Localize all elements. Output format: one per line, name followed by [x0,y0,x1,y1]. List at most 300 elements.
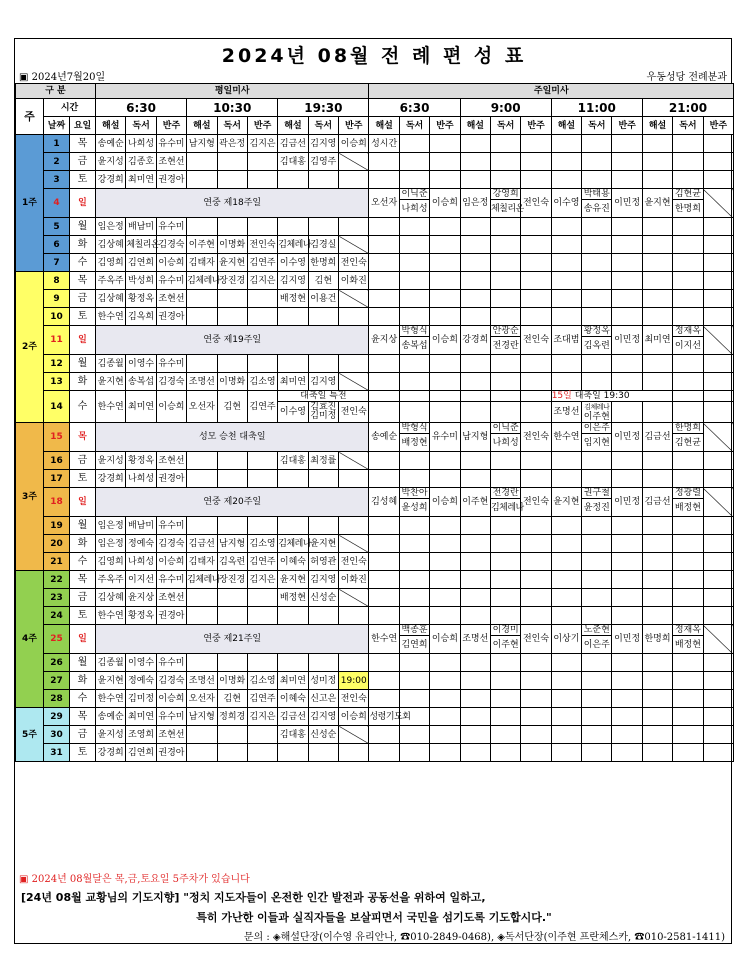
header-role: 해설 [96,117,126,135]
empty-cell [521,373,551,391]
name-cell: 송예순 [96,135,126,153]
empty-cell [460,726,490,744]
empty-cell [430,254,460,272]
name-cell: 최미연 [126,708,156,726]
empty-cell [460,672,490,690]
sunday-name: 남지형 [460,423,490,452]
header-day: 요일 [70,117,96,135]
empty-cell [521,171,551,189]
empty-cell [278,517,308,535]
sunday-name: 윤지현 [642,189,672,218]
empty-cell [521,355,551,373]
name-cell: 권경아 [156,171,186,189]
name-cell: 김효진 [310,402,337,412]
empty-cell [460,654,490,672]
empty-cell [490,272,520,290]
empty-cell [551,553,581,571]
name-cell: 이지선 [126,571,156,589]
empty-cell [703,236,734,254]
empty-cell [369,654,399,672]
empty-cell [703,654,734,672]
name-cell: 황정옥 [126,607,156,625]
sunday-name: 윤성희 [399,499,429,517]
empty-cell [521,589,551,607]
sunday-name: 김현균 [673,189,703,200]
empty-cell [490,589,520,607]
empty-cell [642,726,672,744]
name-cell: 이수영 [278,402,308,423]
empty-cell [673,355,703,373]
name-cell: 송복섭 [126,373,156,391]
name-cell: 김경숙 [156,373,186,391]
sunday-name: 한명희 [673,423,703,434]
day-cell: 금 [70,290,96,308]
name-cell: 김종호 [126,153,156,171]
name-cell: 배정현 [278,290,308,308]
empty-slash [703,423,734,452]
empty-cell [247,218,277,236]
page-title: 2024년 08월 전 례 편 성 표 [221,45,527,67]
sunday-name: 배정현 [399,434,429,452]
date-cell: 16 [44,452,70,470]
name-cell: 한수연 [96,308,126,326]
name-cell [582,402,612,423]
empty-cell [703,272,734,290]
header-role: 해설 [187,117,217,135]
sunday-title: 연중 제19주일 [96,326,369,355]
header-role: 반주 [339,117,369,135]
name-cell: 장진경 [217,571,247,589]
empty-cell [703,726,734,744]
empty-cell [460,607,490,625]
empty-cell [460,517,490,535]
empty-cell [278,171,308,189]
empty-cell [369,517,399,535]
empty-cell [187,726,217,744]
empty-cell [582,236,612,254]
name-cell: 허영관 [308,553,338,571]
empty-cell [582,553,612,571]
name-cell: 김종월 [96,355,126,373]
empty-cell [490,672,520,690]
name-cell: 김체레나 [278,236,308,254]
empty-cell [308,654,338,672]
empty-cell [430,272,460,290]
empty-cell [187,171,217,189]
empty-cell [582,690,612,708]
header-time-weekday: 6:30 [96,99,187,117]
empty-cell [217,171,247,189]
empty-cell [521,690,551,708]
header-role: 반주 [247,117,277,135]
empty-cell [247,744,277,762]
sunday-name: 이민정 [612,423,642,452]
empty-cell [703,589,734,607]
empty-cell [430,308,460,326]
empty-slash [339,726,369,744]
date-cell: 3 [44,171,70,189]
name-cell: 성미정 [308,672,338,690]
name-cell: 이화진 [339,571,369,589]
name-cell: 이영수 [126,355,156,373]
name-cell: 조영희 [126,726,156,744]
name-cell: 김지영 [308,708,338,726]
empty-cell [673,135,703,153]
empty-cell [399,553,429,571]
sunday-name: 정재옥 [673,326,703,337]
empty-cell [582,726,612,744]
day-cell: 수 [70,553,96,571]
empty-cell [642,355,672,373]
empty-cell [217,452,247,470]
empty-cell [703,744,734,762]
name-cell: 성시간 [369,135,399,153]
sunday-name: 임지현 [582,434,612,452]
date-cell: 2 [44,153,70,171]
name-cell: 유수미 [156,218,186,236]
empty-cell [278,218,308,236]
date-cell: 15 [44,423,70,452]
empty-cell [460,571,490,589]
day-cell: 토 [70,744,96,762]
day-cell: 목 [70,272,96,290]
empty-cell [521,708,551,726]
sunday-name: 이민정 [612,488,642,517]
empty-cell [430,690,460,708]
empty-cell [551,571,581,589]
name-cell: 김지은 [247,272,277,290]
empty-cell [430,135,460,153]
empty-cell [460,402,490,423]
name-cell: 정예숙 [126,535,156,553]
sunday-name: 이지선 [673,337,703,355]
empty-cell [247,589,277,607]
name-cell: 전인숙 [339,402,369,423]
header-time-sunday: 6:30 [369,99,460,117]
empty-cell [673,254,703,272]
sunday-name: 이승희 [430,488,460,517]
sunday-name: 이은주 [582,636,612,654]
empty-cell [703,391,734,402]
empty-cell [490,726,520,744]
sunday-name: 나희성 [399,200,429,218]
empty-cell [187,218,217,236]
empty-cell [460,308,490,326]
day-cell: 토 [70,308,96,326]
name-cell: 최미연 [278,373,308,391]
empty-cell [217,744,247,762]
name-cell: 김지은 [247,135,277,153]
name-cell: 전인숙 [339,690,369,708]
empty-cell [642,553,672,571]
empty-cell [673,391,703,402]
empty-cell [703,452,734,470]
sunday-name: 박형식 [399,326,429,337]
name-cell: 김대홍 [278,452,308,470]
empty-cell [551,672,581,690]
name-cell: 윤지성 [96,726,126,744]
empty-cell [460,391,490,402]
empty-cell [703,517,734,535]
empty-cell [612,402,642,423]
name-cell: 체칠리온 [126,236,156,254]
name-cell: 김소영 [247,672,277,690]
name-cell: 김상혜 [96,589,126,607]
empty-cell [582,171,612,189]
name-cell: 강경희 [96,744,126,762]
name-cell: 배남미 [126,517,156,535]
header-time: 시간 [44,99,96,117]
empty-cell [551,690,581,708]
empty-cell [460,589,490,607]
empty-cell [490,744,520,762]
name-cell: 이영수 [126,654,156,672]
empty-cell [612,290,642,308]
empty-cell [673,571,703,589]
empty-cell [703,290,734,308]
empty-cell [673,402,703,423]
empty-cell [521,654,551,672]
sunday-name: 강경희 [460,326,490,355]
empty-cell [521,517,551,535]
sunday-name: 박형식 [399,423,429,434]
empty-cell [612,654,642,672]
empty-cell [430,391,460,402]
empty-cell [582,535,612,553]
header-role: 반주 [703,117,734,135]
sunday-name: 임은정 [460,189,490,218]
empty-cell [673,373,703,391]
sunday-name: 오선자 [369,189,399,218]
empty-cell [673,308,703,326]
empty-cell [430,553,460,571]
name-cell: 신성순 [308,589,338,607]
empty-cell [399,135,429,153]
empty-cell [703,308,734,326]
name-cell: 남지형 [217,535,247,553]
empty-cell [369,218,399,236]
name-cell: 조명선 [187,373,217,391]
empty-cell [582,135,612,153]
empty-cell [582,452,612,470]
empty-cell [460,254,490,272]
empty-cell [521,135,551,153]
day-cell: 화 [70,672,96,690]
empty-cell [247,153,277,171]
day-cell: 금 [70,153,96,171]
empty-cell [673,171,703,189]
day-cell: 수 [70,254,96,272]
sunday-title: 연중 제20주일 [96,488,369,517]
name-cell: 김지영 [308,373,338,391]
name-cell: 김현 [217,391,247,423]
sunday-name: 윤정진 [582,499,612,517]
name-cell: 유수미 [156,708,186,726]
empty-cell [490,236,520,254]
sunday-name: 이승희 [430,189,460,218]
empty-cell [430,672,460,690]
prayer-intention-line1: [24년 08월 교황님의 기도지향] "정치 지도자들이 온전한 인간 발전과 공동선을 위하여 일하고, [21,891,486,904]
empty-cell [612,171,642,189]
empty-cell [308,355,338,373]
empty-cell [490,470,520,488]
name-cell: 유수미 [156,571,186,589]
empty-cell [551,744,581,762]
sunday-name: 이경미 [490,625,520,636]
name-cell: 김체레나 [187,272,217,290]
date-cell: 7 [44,254,70,272]
empty-cell [187,452,217,470]
empty-cell [703,708,734,726]
empty-cell [430,153,460,171]
empty-cell [308,744,338,762]
empty-cell [642,402,672,423]
empty-cell [582,218,612,236]
name-cell: 나희성 [126,135,156,153]
empty-cell [399,726,429,744]
empty-cell [612,218,642,236]
empty-cell [369,726,399,744]
empty-cell [551,373,581,391]
empty-cell [521,272,551,290]
empty-cell [703,553,734,571]
empty-cell [187,517,217,535]
empty-cell [642,254,672,272]
empty-cell [217,726,247,744]
name-cell: 최미연 [278,672,308,690]
week-label: 1주 [16,135,44,272]
day-cell: 금 [70,452,96,470]
sunday-name: 전인숙 [521,423,551,452]
empty-slash [703,326,734,355]
name-cell: 나희성 [126,553,156,571]
name-cell: 주옥주 [96,272,126,290]
empty-cell [217,355,247,373]
name-cell: 김지은 [247,571,277,589]
empty-cell [703,571,734,589]
empty-cell [642,171,672,189]
date-cell: 19 [44,517,70,535]
sunday-name: 김체레나 [490,499,520,517]
name-cell: 이용건 [308,290,338,308]
empty-cell [642,672,672,690]
name-cell: 김미정 [310,411,337,421]
empty-cell [703,373,734,391]
empty-slash [339,373,369,391]
date-cell: 11 [44,326,70,355]
sunday-title: 연중 제21주일 [96,625,369,654]
empty-cell [612,607,642,625]
empty-cell [582,254,612,272]
sunday-name: 강영희 [490,189,520,200]
sunday-name: 권구철 [582,488,612,499]
empty-cell [551,607,581,625]
prayer-intention-line2: 특히 가난한 이들과 실직자들을 보살피면서 국민을 섬기도록 기도합시다." [196,911,552,924]
header-role: 반주 [612,117,642,135]
empty-cell [369,373,399,391]
time-note: 19:00 [339,672,369,690]
empty-cell [673,654,703,672]
empty-cell [642,517,672,535]
sunday-name: 전인숙 [521,625,551,654]
empty-cell [642,708,672,726]
empty-cell [582,708,612,726]
header-gubun: 구 분 [16,84,96,99]
empty-cell [399,218,429,236]
empty-cell [430,744,460,762]
empty-cell [490,153,520,171]
day-cell: 화 [70,373,96,391]
name-cell: 임은정 [96,218,126,236]
sunday-name: 한명희 [642,625,672,654]
empty-cell [369,571,399,589]
day-cell: 수 [70,391,96,423]
empty-cell [612,535,642,553]
name-cell: 임은정 [96,535,126,553]
day-cell: 화 [70,535,96,553]
empty-cell [612,452,642,470]
empty-cell [399,589,429,607]
name-cell: 김금선 [278,135,308,153]
name-cell: 권경아 [156,308,186,326]
name-cell: 한수연 [96,607,126,625]
sunday-name: 박태용 [582,189,612,200]
day-cell: 수 [70,690,96,708]
name-cell: 김상혜 [96,290,126,308]
name-cell: 권경아 [156,470,186,488]
empty-cell [399,672,429,690]
empty-cell [612,135,642,153]
sunday-name: 이민정 [612,189,642,218]
empty-cell [247,517,277,535]
sunday-name: 이주현 [490,636,520,654]
name-cell: 윤지상 [126,589,156,607]
empty-cell [490,553,520,571]
empty-cell [642,470,672,488]
week-label: 5주 [16,708,44,762]
empty-cell [642,218,672,236]
name-cell: 조현선 [156,290,186,308]
empty-cell [521,470,551,488]
empty-cell [582,672,612,690]
empty-cell [642,236,672,254]
empty-cell [399,690,429,708]
sunday-name: 안광순 [490,326,520,337]
name-cell: 윤지현 [96,373,126,391]
sunday-name: 조명선 [460,625,490,654]
day-cell: 금 [70,589,96,607]
empty-cell [187,308,217,326]
name-cell: 윤지성 [96,153,126,171]
name-cell: 윤지현 [308,535,338,553]
empty-cell [217,153,247,171]
empty-cell [339,355,369,373]
header-date: 날짜 [44,117,70,135]
empty-cell [703,535,734,553]
name-cell: 윤지현 [96,672,126,690]
header-role: 독서 [399,117,429,135]
empty-cell [187,470,217,488]
empty-cell [369,607,399,625]
empty-cell [521,218,551,236]
name-cell: 성령기도회 [369,708,399,726]
empty-cell [521,553,551,571]
name-cell: 김태자 [187,254,217,272]
empty-cell [673,553,703,571]
empty-slash [339,589,369,607]
name-cell: 강경희 [96,470,126,488]
issue-date: ▣ 2024년7월20일 [19,72,106,83]
